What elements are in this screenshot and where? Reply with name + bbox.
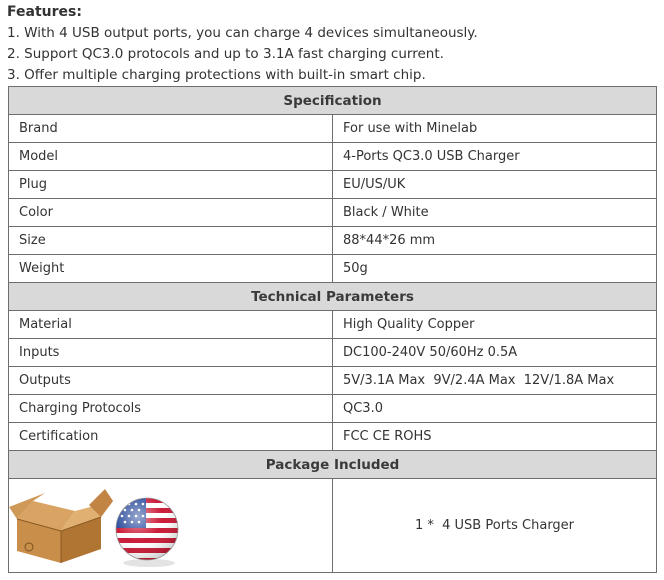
table-row: [9, 171, 657, 199]
spec-value: For use with Minelab: [333, 115, 657, 143]
spec-value: QC3.0: [333, 395, 657, 423]
spec-key: Certification: [9, 423, 333, 451]
spec-value: EU/US/UK: [333, 171, 657, 199]
feature-item: 2. Support QC3.0 protocols and up to 3.1A fast charging current.: [7, 46, 444, 62]
spec-key: Weight: [9, 255, 333, 283]
technical-header: Technical Parameters: [9, 283, 657, 311]
us-flag-icon: [9, 479, 195, 572]
features-section: [7, 2, 657, 86]
spec-value: 50g: [333, 255, 657, 283]
feature-item: 1. With 4 USB output ports, you can charge 4 devices simultaneously.: [7, 25, 478, 41]
package-images: [9, 479, 333, 573]
spec-value: Black / White: [333, 199, 657, 227]
spec-value: High Quality Copper: [333, 311, 657, 339]
table-row: [9, 367, 657, 395]
package-header: Package Included: [9, 451, 657, 479]
table-row: [9, 143, 657, 171]
package-header-row: [9, 451, 657, 479]
table-row: [9, 227, 657, 255]
spec-key: Plug: [9, 171, 333, 199]
table-row: [9, 339, 657, 367]
table-row: [9, 311, 657, 339]
spec-key: Color: [9, 199, 333, 227]
spec-key: Outputs: [9, 367, 333, 395]
package-row: [9, 479, 657, 573]
spec-header-row: [9, 87, 657, 115]
table-row: [9, 395, 657, 423]
spec-key: Charging Protocols: [9, 395, 333, 423]
spec-table: [8, 86, 657, 573]
spec-value: 5V/3.1A Max 9V/2.4A Max 12V/1.8A Max: [333, 367, 657, 395]
technical-header-row: [9, 283, 657, 311]
feature-item: 3. Offer multiple charging protections with built-in smart chip.: [7, 67, 426, 83]
spec-key: Size: [9, 227, 333, 255]
table-row: [9, 255, 657, 283]
spec-key: Model: [9, 143, 333, 171]
spec-key: Brand: [9, 115, 333, 143]
table-row: [9, 115, 657, 143]
spec-key: Material: [9, 311, 333, 339]
spec-key: Inputs: [9, 339, 333, 367]
table-row: [9, 199, 657, 227]
specification-header: Specification: [9, 87, 657, 115]
table-row: [9, 423, 657, 451]
spec-value: DC100-240V 50/60Hz 0.5A: [333, 339, 657, 367]
spec-value: 4-Ports QC3.0 USB Charger: [333, 143, 657, 171]
spec-value: 88*44*26 mm: [333, 227, 657, 255]
spec-value: FCC CE ROHS: [333, 423, 657, 451]
features-title: Features:: [7, 4, 82, 20]
package-content: 1 * 4 USB Ports Charger: [333, 479, 657, 573]
